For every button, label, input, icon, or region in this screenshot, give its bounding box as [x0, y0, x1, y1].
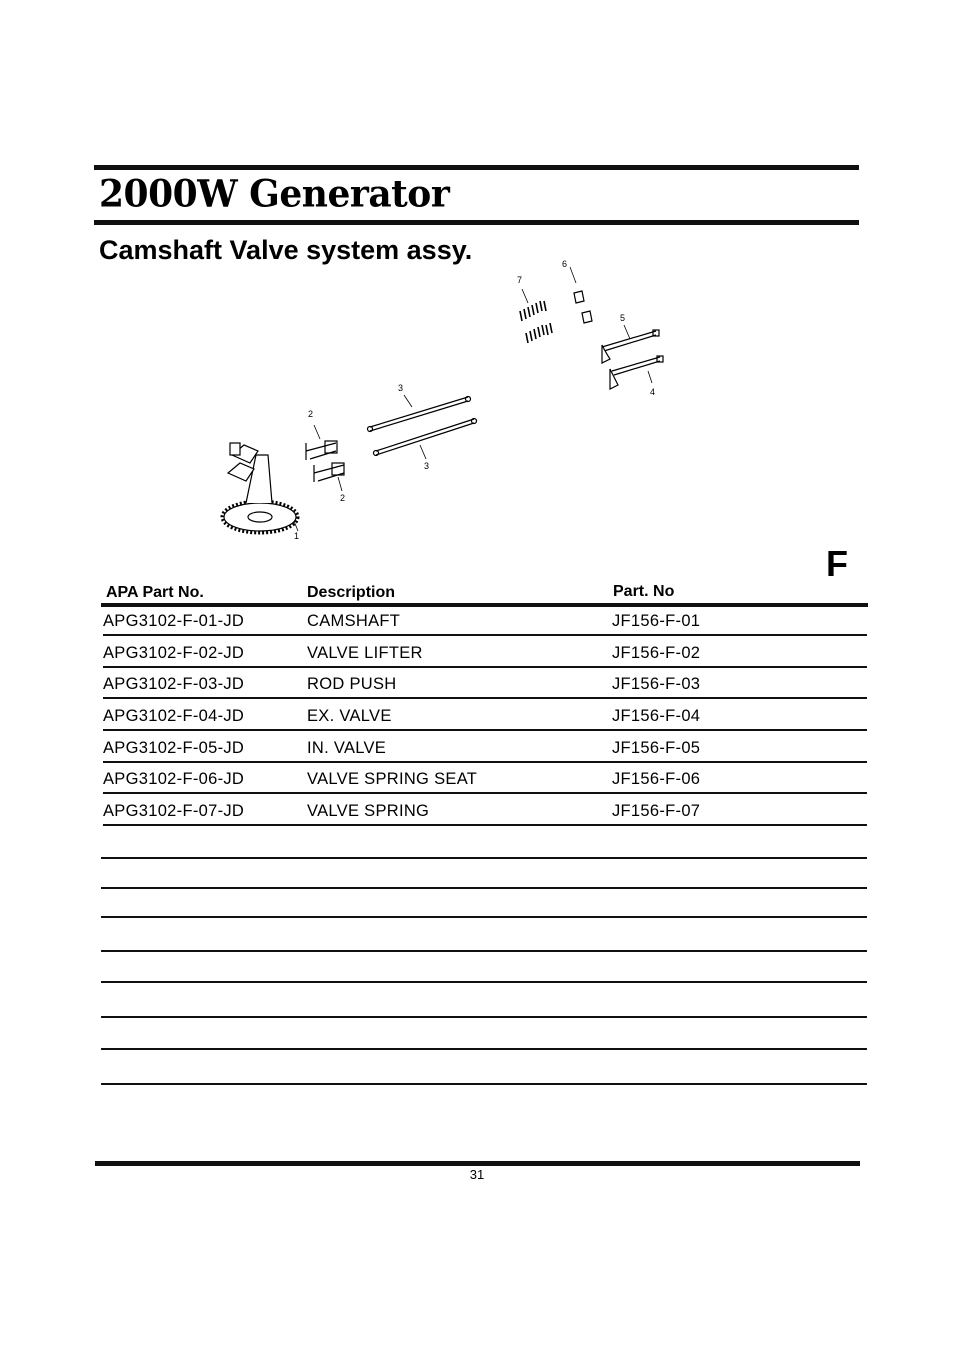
- valve-lifter-drawing: [306, 441, 344, 482]
- part-number-cell: JF156-F-05: [612, 739, 701, 757]
- top-rule: [94, 165, 859, 170]
- title-rule: [94, 220, 859, 225]
- part-number-cell: JF156-F-07: [612, 802, 701, 820]
- callout-2b: 2: [340, 493, 346, 503]
- valve-spring-drawing: [520, 301, 552, 343]
- callout-1: 1: [294, 531, 300, 541]
- description-cell: CAMSHAFT: [307, 612, 401, 630]
- exploded-parts-diagram: [210, 255, 680, 545]
- description-cell: VALVE SPRING SEAT: [307, 770, 478, 788]
- column-header-description: Description: [307, 584, 396, 601]
- row-divider: [103, 634, 867, 636]
- apa-part-number-cell: APG3102-F-07-JD: [103, 802, 245, 820]
- apa-part-number-cell: APG3102-F-03-JD: [103, 675, 245, 693]
- camshaft-drawing: [222, 443, 298, 533]
- table-row: [103, 637, 867, 668]
- table-row: [103, 668, 867, 699]
- table-row: [103, 795, 867, 826]
- apa-part-number-cell: APG3102-F-02-JD: [103, 644, 245, 662]
- description-cell: EX. VALVE: [307, 707, 392, 725]
- page-number: 31: [469, 1167, 485, 1182]
- table-row: [103, 605, 867, 636]
- section-letter: F: [826, 543, 848, 584]
- column-header-apa-part-no: APA Part No.: [106, 584, 204, 601]
- description-cell: VALVE SPRING: [307, 802, 430, 820]
- part-number-cell: JF156-F-04: [612, 707, 701, 725]
- table-row: [103, 700, 867, 731]
- page-title: 2000W Generator: [99, 171, 450, 217]
- valve-spring-seat-drawing: [574, 291, 592, 323]
- column-header-part-no: Part. No: [613, 583, 675, 600]
- empty-row-rule: [101, 981, 867, 983]
- row-divider: [103, 824, 867, 826]
- empty-row-rule: [101, 1048, 867, 1050]
- row-divider: [103, 729, 867, 731]
- callout-3a: 3: [398, 383, 404, 393]
- part-number-cell: JF156-F-06: [612, 770, 701, 788]
- callout-4: 4: [650, 387, 656, 397]
- callout-2a: 2: [308, 409, 314, 419]
- apa-part-number-cell: APG3102-F-05-JD: [103, 739, 245, 757]
- part-number-cell: JF156-F-02: [612, 644, 701, 662]
- empty-row-rule: [101, 887, 867, 889]
- empty-row-rule: [101, 1016, 867, 1018]
- apa-part-number-cell: APG3102-F-06-JD: [103, 770, 245, 788]
- callout-3b: 3: [424, 461, 430, 471]
- empty-row-rule: [101, 916, 867, 918]
- callout-6: 6: [562, 259, 568, 269]
- callout-7: 7: [517, 275, 523, 285]
- section-subtitle: Camshaft Valve system assy.: [99, 235, 473, 265]
- part-number-cell: JF156-F-03: [612, 675, 701, 693]
- callout-5: 5: [620, 313, 626, 323]
- row-divider: [103, 697, 867, 699]
- description-cell: VALVE LIFTER: [307, 644, 423, 662]
- row-divider: [103, 792, 867, 794]
- apa-part-number-cell: APG3102-F-01-JD: [103, 612, 245, 630]
- valve-drawing: [602, 330, 663, 389]
- table-row: [103, 763, 867, 794]
- table-row: [103, 732, 867, 763]
- push-rod-drawing: [368, 397, 477, 456]
- apa-part-number-cell: APG3102-F-04-JD: [103, 707, 245, 725]
- empty-row-rule: [101, 1083, 867, 1085]
- footer-rule: [95, 1161, 860, 1166]
- part-number-cell: JF156-F-01: [612, 612, 701, 630]
- empty-row-rule: [101, 857, 867, 859]
- empty-row-rule: [101, 950, 867, 952]
- description-cell: IN. VALVE: [307, 739, 387, 757]
- description-cell: ROD PUSH: [307, 675, 397, 693]
